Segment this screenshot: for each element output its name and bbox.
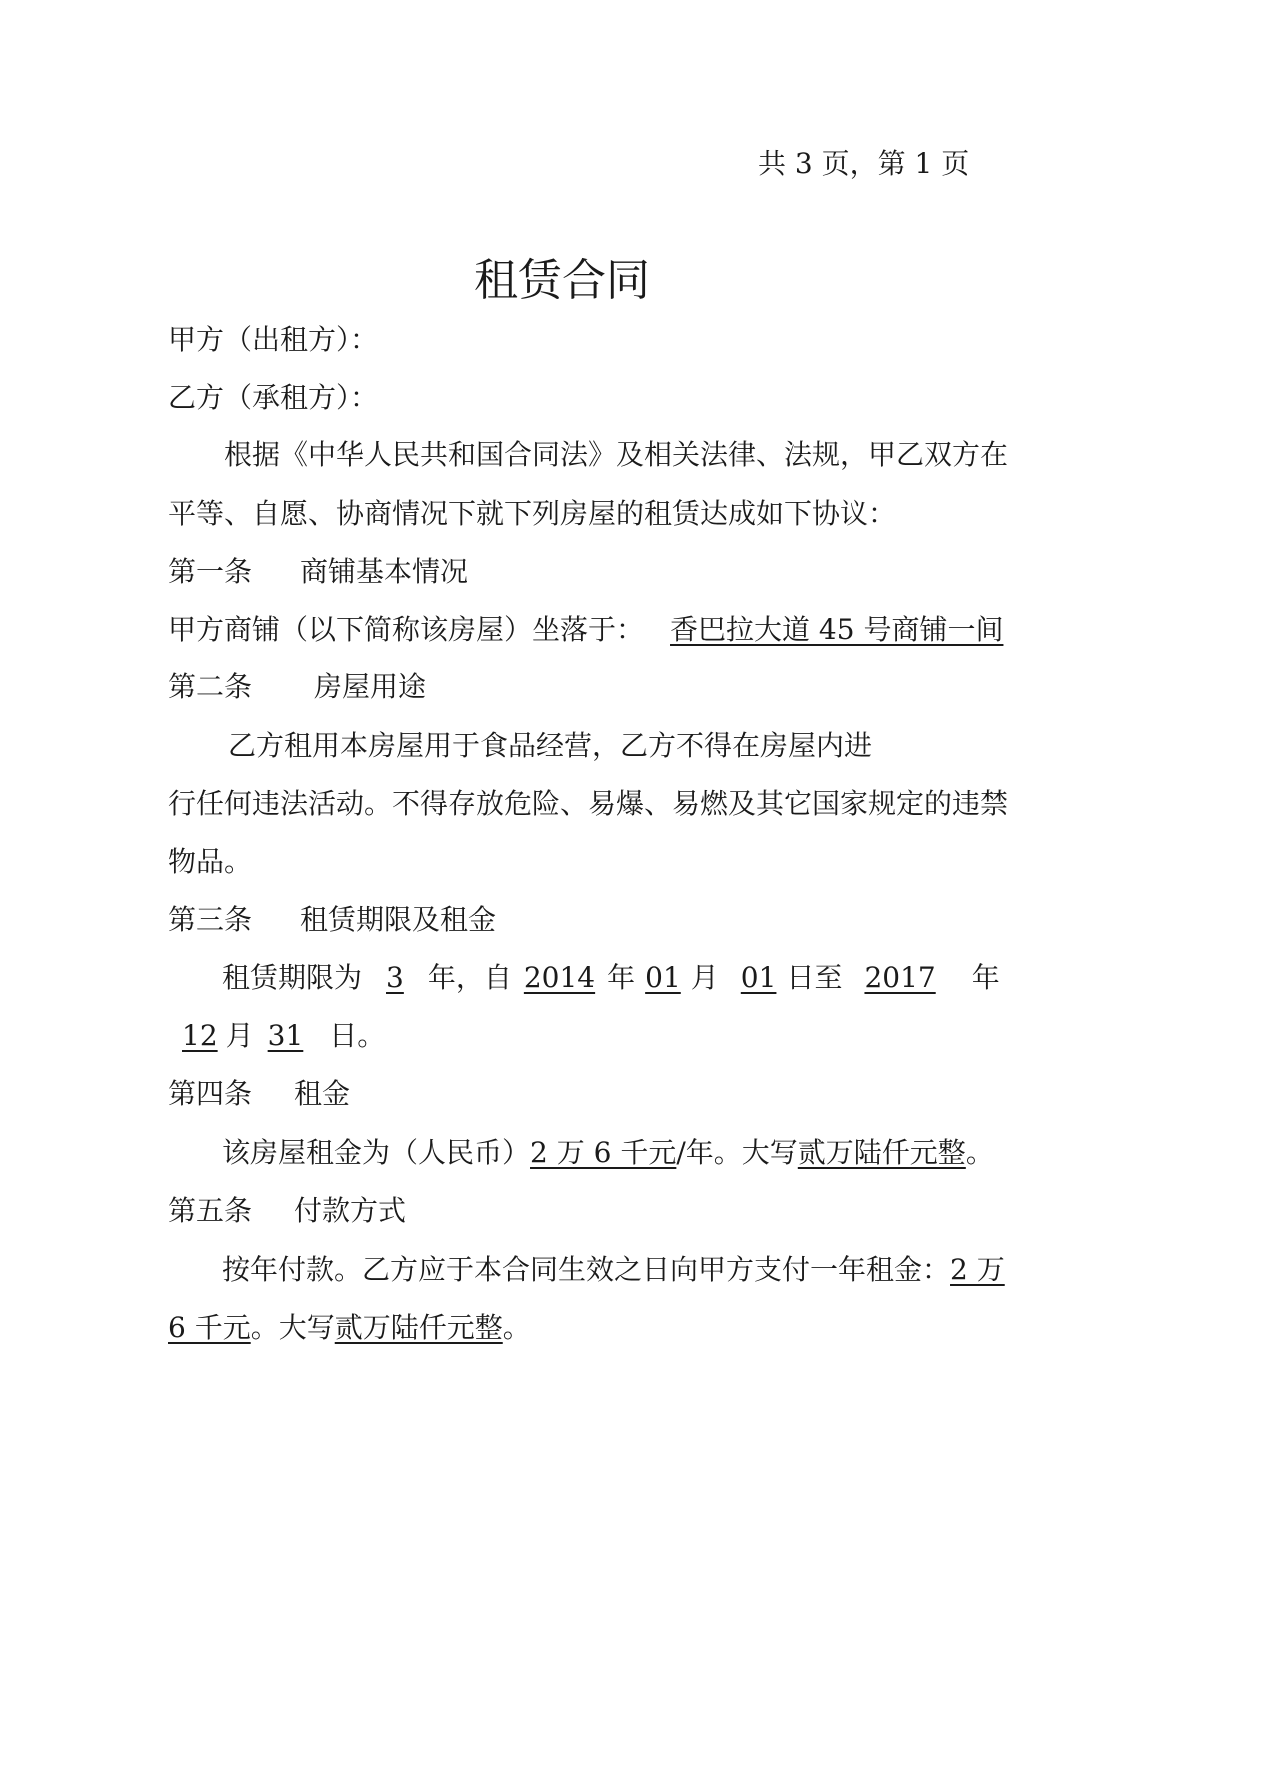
term-text: 年 — [607, 961, 636, 994]
address-value: 香巴拉大道 45 号商铺一间 — [670, 613, 1004, 646]
payment-amount-uppercase: 贰万陆仟元整 — [334, 1311, 503, 1344]
article-3-heading — [168, 903, 496, 937]
intro-line-1: 根据《中华人民共和国合同法》及相关法律、法规，甲乙双方在 — [224, 438, 1009, 471]
article-number: 第五条 — [168, 1194, 253, 1227]
payment-line-1 — [222, 1253, 1005, 1287]
payment-text: 。 — [502, 1311, 531, 1344]
end-year: 2017 — [864, 961, 936, 994]
party-a-label: 甲方（出租方）： — [168, 323, 379, 356]
article-1-location — [168, 613, 1003, 647]
party-b-label: 乙方（承租方）： — [168, 381, 379, 414]
payment-text: 。大写 — [250, 1311, 335, 1344]
article-title: 商铺基本情况 — [300, 555, 469, 588]
rent-text: 。 — [965, 1136, 994, 1169]
article-2-line-1: 乙方租用本房屋用于食品经营，乙方不得在房屋内进 — [228, 729, 873, 762]
term-text: 年，自 — [427, 961, 512, 994]
intro-line-2: 平等、自愿、协商情况下就下列房屋的租赁达成如下协议： — [168, 497, 897, 530]
rent-text: /年。大写 — [676, 1136, 798, 1169]
lease-term-line-1 — [222, 961, 1000, 995]
article-2-line-3: 物品。 — [168, 845, 253, 878]
start-day: 01 — [740, 961, 777, 994]
term-text: 日。 — [329, 1019, 386, 1052]
article-4-heading — [168, 1077, 350, 1111]
article-1-heading — [168, 555, 468, 589]
term-text: 年 — [971, 961, 1000, 994]
term-text: 月 — [225, 1019, 254, 1052]
article-2-heading — [168, 670, 426, 704]
page-number: 共 3 页，第 1 页 — [758, 147, 970, 180]
article-2-line-2: 行任何违法活动。不得存放危险、易爆、易燃及其它国家规定的违禁 — [168, 787, 1009, 820]
article-title: 租赁期限及租金 — [300, 903, 497, 936]
address-field — [644, 613, 1003, 646]
rent-text: 该房屋租金为（人民币） — [222, 1136, 531, 1169]
article-number: 第一条 — [168, 555, 253, 588]
term-text: 租赁期限为 — [222, 961, 363, 994]
term-years: 3 — [386, 961, 404, 994]
start-year: 2014 — [523, 961, 596, 994]
start-year-field — [512, 961, 607, 994]
payment-line-2 — [168, 1311, 531, 1345]
start-day-field — [719, 961, 787, 994]
end-year-field — [842, 961, 971, 994]
start-month-field — [635, 961, 691, 994]
article-title: 付款方式 — [294, 1194, 407, 1227]
article-5-heading — [168, 1194, 406, 1228]
document-title: 租赁合同 — [474, 255, 650, 306]
article-number: 第四条 — [168, 1077, 253, 1110]
term-years-field — [362, 961, 428, 994]
article-number: 第三条 — [168, 903, 253, 936]
term-text: 月 — [690, 961, 719, 994]
end-month: 12 — [182, 1019, 218, 1052]
end-month-field — [176, 1019, 226, 1052]
end-day-field — [254, 1019, 330, 1052]
rent-amount-line — [222, 1136, 994, 1170]
start-month: 01 — [645, 961, 681, 994]
article-title: 租金 — [294, 1077, 351, 1110]
location-label: 甲方商铺（以下简称该房屋）坐落于： — [168, 613, 645, 646]
payment-amount-cont: 6 千元 — [168, 1311, 251, 1344]
lease-term-line-2 — [176, 1019, 385, 1053]
payment-text: 按年付款。乙方应于本合同生效之日向甲方支付一年租金： — [222, 1253, 951, 1286]
rent-amount-uppercase: 贰万陆仟元整 — [797, 1136, 966, 1169]
end-day: 31 — [267, 1019, 304, 1052]
term-text: 日至 — [786, 961, 843, 994]
payment-amount: 2 万 — [950, 1253, 1005, 1286]
article-number: 第二条 — [168, 670, 253, 703]
rent-amount: 2 万 6 千元 — [530, 1136, 677, 1169]
article-title: 房屋用途 — [314, 670, 427, 703]
